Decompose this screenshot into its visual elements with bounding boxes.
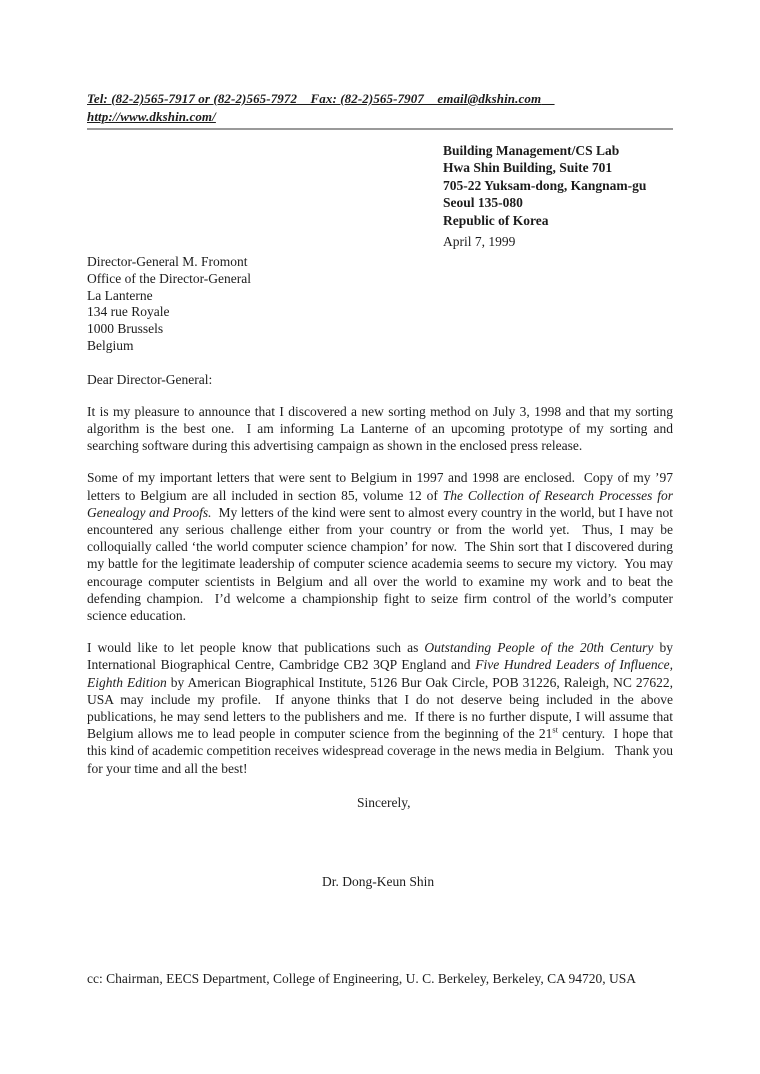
recipient-address-line: Belgium — [87, 338, 134, 354]
body-paragraph-1: It is my pleasure to announce that I discovered a new sorting method on July 3, 1998 and that my sorting algorithm is the best one. I am informing La Lanterne of an upcoming prototype of my sorting and searching software during this advertising campaign as shown in the enclosed press release. — [87, 403, 677, 454]
body-paragraph-3: I would like to let people know that publications such as Outstanding People of the 20th Century by International Biographical Centre, Cambridge CB2 3QP England and Five Hundred Leaders of Influence, Eighth Edition by American Biographical Institute, 5126 Bur Oak Circle, POB 31226, Raleigh, NC 27622, USA may include my profile. If anyone thinks that I do not deserve being included in the above publications, he may send letters to the publishers and me. If there is no further dispute, I will assume that Belgium allows me to lead people in computer science from the beginning of the 21st century. I hope that this kind of academic competition receives widespread coverage in the news media in Belgium. Thank you for your time and all the best! — [87, 640, 677, 776]
letterhead-contact-line: Tel: (82-2)565-7917 or (82-2)565-7972 Fax: (82-2)565-7907 email@dkshin.com http://www.dkshin.com/ — [87, 91, 555, 124]
valediction: Sincerely, — [357, 794, 411, 810]
recipient-address-line: Director-General M. Fromont — [87, 254, 248, 270]
body-paragraph-2: Some of my important letters that were sent to Belgium in 1997 and 1998 are enclosed. Copy of my ’97 letters to Belgium are all included in section 85, volume 12 of The Collection of Research Processes for Genealogy and Proofs. My letters of the kind were sent to almost every country in the world, but I have not encountered any serious challenge either from your country or from the world yet. Thus, I may be colloquially called ‘the world computer science champion’ for now. The Shin sort that I discovered during my battle for the legitimate leadership of computer science academia seems to secure my victory. You may encourage computer scientists in Belgium and all over the world to examine my work and to beat the defending champion. I’d welcome a championship fight to seize firm control of the world’s computer science education. — [87, 470, 677, 624]
recipient-address-line: La Lanterne — [87, 287, 153, 303]
recipient-address-line: 1000 Brussels — [87, 321, 164, 337]
sender-address-line: Republic of Korea — [443, 212, 549, 228]
recipient-address-line: 134 rue Royale — [87, 304, 170, 320]
salutation: Dear Director-General: — [87, 371, 213, 387]
letter-date: April 7, 1999 — [443, 234, 516, 250]
sender-address-line: 705-22 Yuksam-dong, Kangnam-gu — [443, 177, 647, 193]
letterhead-rule — [87, 90, 673, 130]
sender-address-line: Seoul 135-080 — [443, 195, 523, 211]
recipient-address-line: Office of the Director-General — [87, 270, 252, 286]
sender-address-block — [443, 142, 673, 229]
cc-line: cc: Chairman, EECS Department, College of Engineering, U. C. Berkeley, Berkeley, CA 94720, USA — [87, 970, 637, 986]
sender-address-line: Building Management/CS Lab — [443, 143, 620, 158]
recipient-address-block — [87, 254, 673, 355]
sender-address-line: Hwa Shin Building, Suite 701 — [443, 160, 613, 176]
signature-name: Dr. Dong-Keun Shin — [322, 873, 435, 889]
